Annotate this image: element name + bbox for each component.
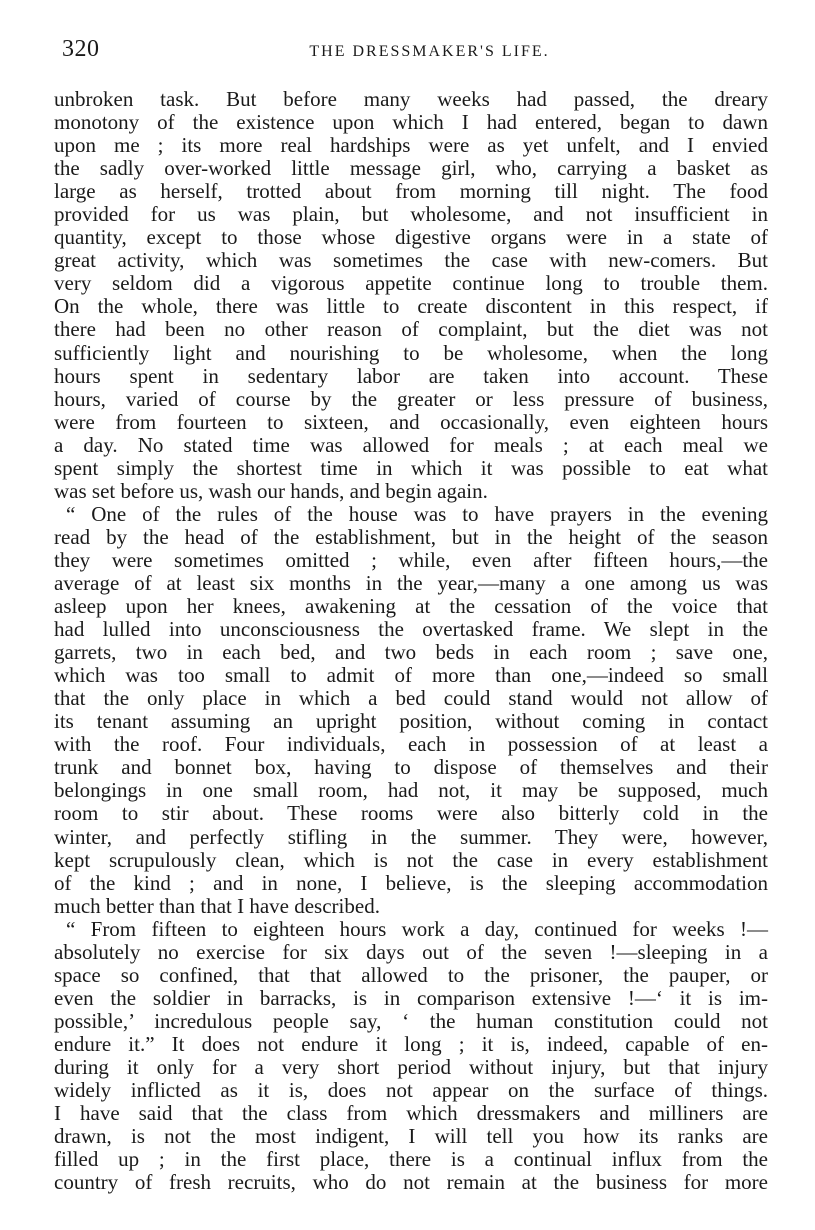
running-head bbox=[62, 36, 767, 70]
text-line: spent simply the shortest time in which it was possible to eat what bbox=[54, 455, 768, 480]
text-line: there had been no other reason of complaint, but the diet was not bbox=[54, 317, 768, 342]
text-line: space so confined, that that allowed to the prisoner, the pauper, or bbox=[54, 962, 768, 987]
text-line: drawn, is not the most indigent, I will tell you how its ranks are bbox=[54, 1124, 768, 1149]
text-line: endure it.” It does not endure it long ; it is, indeed, capable of en- bbox=[54, 1031, 768, 1056]
paragraph-start-line: “ One of the rules of the house was to have prayers in the evening bbox=[66, 501, 768, 526]
paragraph-end-line: was set before us, wash our hands, and begin again. bbox=[54, 478, 488, 503]
text-line: I have said that the class from which dressmakers and milliners are bbox=[54, 1101, 768, 1126]
text-line: that the only place in which a bed could stand would not allow of bbox=[54, 686, 768, 711]
paragraph-end-line: much better than that I have described. bbox=[54, 893, 380, 918]
text-line: On the whole, there was little to create discontent in this respect, if bbox=[54, 294, 768, 319]
body-text bbox=[54, 88, 768, 1194]
text-line: upon me ; its more real hardships were as yet unfelt, and I envied bbox=[54, 133, 768, 158]
text-line: hours, varied of course by the greater or less pressure of business, bbox=[54, 386, 768, 411]
text-line: which was too small to admit of more than one,—indeed so small bbox=[54, 663, 768, 688]
text-line: were from fourteen to sixteen, and occasionally, even eighteen hours bbox=[54, 409, 768, 434]
text-line: winter, and perfectly stifling in the summer. They were, however, bbox=[54, 824, 768, 849]
text-line: unbroken task. But before many weeks had passed, the dreary bbox=[54, 87, 768, 111]
text-line: provided for us was plain, but wholesome, and not insufficient in bbox=[54, 202, 768, 227]
text-line: absolutely no exercise for six days out of the seven !—sleeping in a bbox=[54, 939, 768, 964]
text-line: trunk and bonnet box, having to dispose of themselves and their bbox=[54, 755, 768, 780]
text-line: even the soldier in barracks, is in comparison extensive !—‘ it is im- bbox=[54, 985, 768, 1010]
text-line: quantity, except to those whose digestive organs were in a state of bbox=[54, 225, 768, 250]
text-line: the sadly over-worked little message girl, who, carrying a basket as bbox=[54, 156, 768, 181]
text-line: large as herself, trotted about from morning till night. The food bbox=[54, 179, 768, 204]
text-line: garrets, two in each bed, and two beds in each room ; save one, bbox=[54, 640, 768, 665]
text-line: with the roof. Four individuals, each in possession of at least a bbox=[54, 732, 768, 757]
text-line: a day. No stated time was allowed for meals ; at each meal we bbox=[54, 432, 768, 457]
text-line: asleep upon her knees, awakening at the cessation of the voice that bbox=[54, 594, 768, 619]
text-line: country of fresh recruits, who do not remain at the business for more bbox=[54, 1170, 768, 1195]
page-number: 320 bbox=[62, 36, 100, 62]
text-line: belongings in one small room, had not, it may be supposed, much bbox=[54, 778, 768, 803]
text-line: filled up ; in the first place, there is a continual influx from the bbox=[54, 1147, 768, 1172]
text-line: during it only for a very short period without injury, but that injury bbox=[54, 1054, 768, 1079]
text-line: average of at least six months in the year,—many a one among us was bbox=[54, 570, 768, 595]
paragraph-start-line: “ From fifteen to eighteen hours work a day, continued for weeks !— bbox=[66, 916, 768, 941]
text-line: widely inflicted as it is, does not appear on the surface of things. bbox=[54, 1078, 768, 1103]
text-line: hours spent in sedentary labor are taken into account. These bbox=[54, 363, 768, 388]
text-line: sufficiently light and nourishing to be wholesome, when the long bbox=[54, 340, 768, 365]
text-line: kept scrupulously clean, which is not the case in every establishment bbox=[54, 847, 768, 872]
text-line: they were sometimes omitted ; while, even after fifteen hours,—the bbox=[54, 547, 768, 572]
text-line: its tenant assuming an upright position, without coming in contact bbox=[54, 709, 768, 734]
text-line: monotony of the existence upon which I had entered, began to dawn bbox=[54, 110, 768, 135]
running-title: THE DRESSMAKER'S LIFE. bbox=[309, 43, 550, 60]
text-line: read by the head of the establishment, but in the height of the season bbox=[54, 524, 768, 549]
text-line: very seldom did a vigorous appetite continue long to trouble them. bbox=[54, 271, 768, 296]
text-line: great activity, which was sometimes the case with new-comers. But bbox=[54, 248, 768, 273]
text-line: possible,’ incredulous people say, ‘ the human constitution could not bbox=[54, 1008, 768, 1033]
text-line: had lulled into unconsciousness the overtasked frame. We slept in the bbox=[54, 617, 768, 642]
text-line: of the kind ; and in none, I believe, is the sleeping accommodation bbox=[54, 870, 768, 895]
text-line: room to stir about. These rooms were also bitterly cold in the bbox=[54, 801, 768, 826]
